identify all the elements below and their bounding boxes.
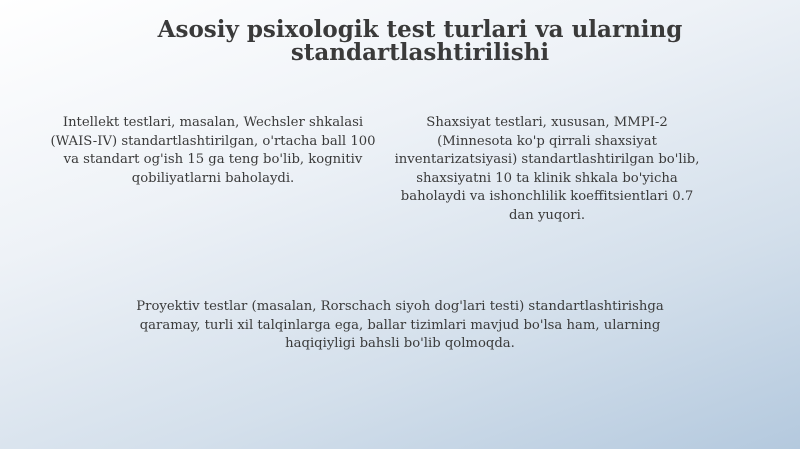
projective-tests-paragraph: Proyektiv testlar (masalan, Rorschach siyoh dog'lari testi) standartlashtirishga qaramay, turli xil talqinlarga ega, ballar tizimlari mavjud bo'lsa ham, ularning haqiqiyligi bahsli bo'lib qolmoqda. [136, 299, 664, 351]
personality-tests-paragraph: Shaxsiyat testlari, xususan, MMPI-2 (Minnesota ko'p qirrali shaxsiyat inventarizatsiyasi) standartlashtirilgan bo'lib, shaxsiyatni 10 ta klinik shkala bo'yicha baholaydi va ishonchlilik koeffitsientlari 0.7 dan yuqori. [394, 115, 700, 223]
slide-title: Asosiy psixologik test turlari va ularning standartlashtirilishi [157, 16, 683, 66]
intellect-tests-paragraph: Intellekt testlari, masalan, Wechsler shkalasi (WAIS-IV) standartlashtirilgan, o'rtacha ball 100 va standart og'ish 15 ga teng bo'lib, kognitiv qobiliyatlarni baholaydi. [50, 115, 376, 186]
